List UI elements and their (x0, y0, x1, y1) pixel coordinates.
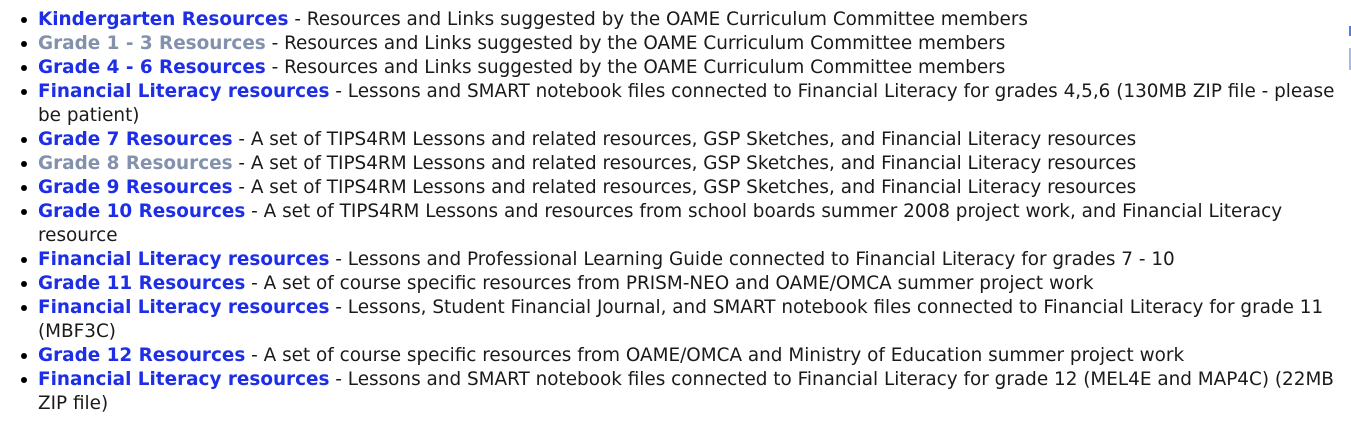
grade-4-6-resources-link[interactable]: Grade 4 - 6 Resources (38, 57, 266, 78)
item-description: - Resources and Links suggested by the OAME Curriculum Committee members (265, 33, 1006, 54)
bullet-icon (19, 128, 29, 152)
bullet-icon (19, 32, 29, 56)
list-item (0, 8, 1340, 32)
list-item (0, 368, 1340, 416)
bullet-icon (19, 368, 29, 392)
list-item (0, 296, 1340, 344)
financial-literacy-grades-4-6-link[interactable]: Financial Literacy resources (38, 81, 330, 102)
financial-literacy-grade-12-link[interactable]: Financial Literacy resources (38, 369, 330, 390)
bullet-icon (19, 272, 29, 296)
resource-list (0, 8, 1340, 416)
list-item (0, 56, 1340, 80)
kindergarten-resources-link[interactable]: Kindergarten Resources (38, 9, 289, 30)
bullet-icon (19, 80, 29, 104)
grade-9-resources-link[interactable]: Grade 9 Resources (38, 177, 233, 198)
bullet-icon (19, 176, 29, 200)
grade-8-resources-link[interactable]: Grade 8 Resources (38, 153, 233, 174)
grade-1-3-resources-link[interactable]: Grade 1 - 3 Resources (38, 33, 266, 54)
financial-literacy-grade-11-link[interactable]: Financial Literacy resources (38, 297, 330, 318)
item-description: - Lessons and Professional Learning Guide connected to Financial Literacy for grades 7 - 10 (329, 249, 1175, 270)
grade-10-resources-link[interactable]: Grade 10 Resources (38, 201, 246, 222)
item-description: - Resources and Links suggested by the OAME Curriculum Committee members (265, 57, 1006, 78)
list-item (0, 272, 1340, 296)
item-description: - Resources and Links suggested by the OAME Curriculum Committee members (288, 9, 1029, 30)
list-item (0, 128, 1340, 152)
grade-11-resources-link[interactable]: Grade 11 Resources (38, 273, 246, 294)
bullet-icon (19, 200, 29, 224)
list-item (0, 248, 1340, 272)
list-item (0, 200, 1340, 248)
bullet-icon (19, 344, 29, 368)
list-item (0, 32, 1340, 56)
grade-12-resources-link[interactable]: Grade 12 Resources (38, 345, 246, 366)
financial-literacy-grades-7-10-link[interactable]: Financial Literacy resources (38, 249, 330, 270)
bullet-icon (19, 8, 29, 32)
list-item (0, 152, 1340, 176)
bullet-icon (19, 152, 29, 176)
item-description: - A set of course specific resources from PRISM-NEO and OAME/OMCA summer project work (245, 273, 1094, 294)
item-description: - Lessons and SMART notebook files connected to Financial Literacy for grades 4,5,6 (130MB ZIP file - please be patient) (38, 81, 1335, 126)
list-item (0, 176, 1340, 200)
item-description: - A set of course specific resources from OAME/OMCA and Ministry of Education summer project work (245, 345, 1185, 366)
list-item (0, 344, 1340, 368)
item-description: - Lessons and SMART notebook files connected to Financial Literacy for grade 12 (MEL4E and MAP4C) (22MB ZIP file) (38, 369, 1334, 414)
bullet-icon (19, 56, 29, 80)
bullet-icon (19, 296, 29, 320)
item-description: - A set of TIPS4RM Lessons and related resources, GSP Sketches, and Financial Literacy resources (232, 177, 1137, 198)
item-description: - Lessons, Student Financial Journal, and SMART notebook files connected to Financial Literacy for grade 11 (MBF3C) (38, 297, 1324, 342)
item-description: - A set of TIPS4RM Lessons and related resources, GSP Sketches, and Financial Literacy resources (232, 153, 1137, 174)
grade-7-resources-link[interactable]: Grade 7 Resources (38, 129, 233, 150)
item-description: - A set of TIPS4RM Lessons and resources from school boards summer 2008 project work, and Financial Literacy resource (38, 201, 1283, 246)
item-description: - A set of TIPS4RM Lessons and related resources, GSP Sketches, and Financial Literacy resources (232, 129, 1137, 150)
bullet-icon (19, 248, 29, 272)
list-item (0, 80, 1340, 128)
